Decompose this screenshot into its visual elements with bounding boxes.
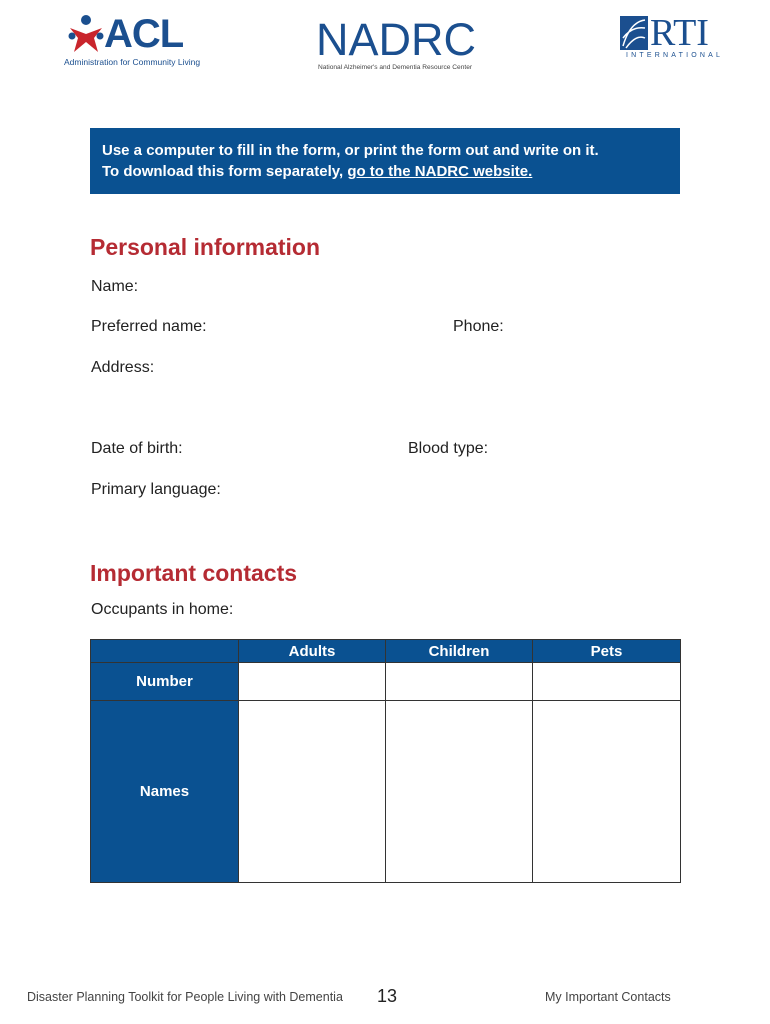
rti-logo-word: RTI [650,12,709,54]
children-number-cell[interactable] [386,663,533,701]
adults-names-cell[interactable] [239,701,386,883]
preferred-name-field-label: Preferred name: [91,318,207,335]
column-header-children: Children [386,640,533,663]
name-field-label: Name: [91,278,139,295]
rti-logo [620,14,730,62]
children-names-cell[interactable] [386,701,533,883]
row-header-names: Names [91,701,239,883]
nadrc-logo-word: NADRC [316,14,477,65]
table-row [91,701,681,883]
column-header-pets: Pets [533,640,681,663]
footer-toolkit-title: Disaster Planning Toolkit for People Living with Dementia [27,990,343,1004]
banner-line-1: Use a computer to fill in the form, or print the form out and write on it. [102,142,599,159]
rti-logo-subtitle: INTERNATIONAL [626,52,724,59]
occupants-label: Occupants in home: [91,601,234,618]
blood-type-field-label: Blood type: [408,440,489,457]
acl-logo-word: ACL [104,12,184,56]
occupants-table [90,639,681,883]
rti-mark-icon [620,16,648,50]
table-row [91,663,681,701]
primary-language-field-label: Primary language: [91,481,221,498]
page-number: 13 [377,986,398,1006]
footer-section-title: My Important Contacts [545,990,671,1004]
acl-logo-subtitle: Administration for Community Living [64,57,201,67]
nadrc-logo [312,16,482,72]
banner-line-2-prefix: To download this form separately, [102,163,348,180]
pets-number-cell[interactable] [533,663,681,701]
table-corner-cell [91,640,239,663]
banner-line-2 [102,161,668,182]
date-of-birth-field-label: Date of birth: [91,440,183,457]
personal-info-heading: Personal information [90,234,321,260]
adults-number-cell[interactable] [239,663,386,701]
nadrc-website-link[interactable]: go to the NADRC website. [347,163,533,180]
table-header-row [91,640,681,663]
important-contacts-heading: Important contacts [90,560,298,586]
address-field-label: Address: [91,359,155,376]
column-header-adults: Adults [239,640,386,663]
row-header-number: Number [91,663,239,701]
pets-names-cell[interactable] [533,701,681,883]
phone-field-label: Phone: [453,318,504,335]
acl-people-icon [64,14,104,54]
nadrc-logo-subtitle: National Alzheimer's and Dementia Resource Center [318,64,473,71]
acl-logo [64,12,201,67]
instructions-banner [90,128,680,194]
